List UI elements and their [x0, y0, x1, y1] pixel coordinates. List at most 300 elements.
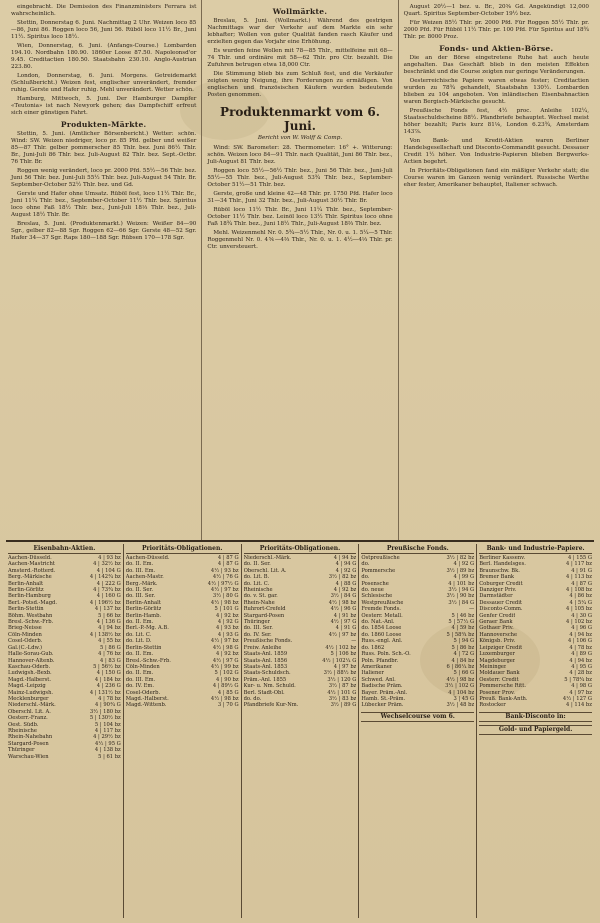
security-name: Oberschl. Lit. A. [8, 708, 51, 715]
security-quote: 3½ | 48 bz [446, 702, 475, 709]
security-name: do. Nat.-Anl. [361, 619, 395, 626]
security-name: do. II. Ser. [125, 587, 154, 594]
article-paragraph: Stettin, Donnerstag 6. Juni. Nachmittag 2 Uhr. Weizen loco 85—86, Juni 86. Roggen loco 56, Juni 56. Rüböl loco 11½ Br., Juni 11½. Spiritus loco 18½. [11, 20, 197, 40]
security-quote: 3½ | 82 bz [328, 574, 357, 581]
article-paragraph: Gerste, große und kleine 42—48 Thlr. pr. 1750 Pfd. Hafer loco 31—34 Thlr., Juni 32 Thlr. bez., Juli-August 30½ Thlr. Br. [207, 191, 393, 204]
security-quote: 4 | 30 G [571, 612, 592, 619]
security-quote: 4 | 28 bz [569, 670, 592, 677]
wechsel-heading: Wechselcourse vom 6. [361, 712, 474, 722]
security-name: Aachen-Mastricht [8, 561, 55, 568]
table-heading: Bank- und Industrie-Papiere. [479, 545, 592, 554]
security-name: do. IV. Ser. [243, 631, 272, 638]
security-quote: 3½ | 90 bz [446, 593, 475, 600]
security-quote: 4 | 32½ bz [93, 561, 121, 568]
security-quote: 3½ | 84 G [330, 593, 357, 600]
security-quote: 4 | 131½ bz [89, 689, 121, 696]
security-name: Stargard-Posen [243, 612, 285, 619]
security-name: do. III. Ser. [243, 625, 273, 632]
security-name: Halle-Sorau-Gub. [8, 651, 54, 658]
bank-disconto-heading: Bank-Disconto in: [479, 712, 592, 722]
security-name: Thüringer [243, 619, 271, 626]
security-quote: 4 | 96 G [571, 625, 592, 632]
security-name: Berlin-Stettin [8, 606, 44, 613]
security-quote: 4 | 137 bz [94, 606, 121, 613]
security-name: Preuß. Bank-Anth. [479, 695, 528, 702]
security-name: do. v. St. gar. [243, 593, 278, 600]
security-name: Coburger Credit [479, 580, 523, 587]
security-quote: 4 | 5¼ G [569, 599, 592, 606]
security-quote: 4 | 92 G [335, 567, 357, 574]
security-name: Berlin-Hamburg [8, 593, 51, 600]
security-quote: 5 | 86 bz [451, 644, 475, 651]
security-name: Berliner Kassenv. [479, 555, 526, 561]
security-name: Berlin-Görlitz [8, 587, 44, 594]
table-row [126, 702, 239, 708]
security-name: Oest. Südb. [8, 721, 39, 728]
security-quote: 4 | 150 G [96, 670, 121, 677]
security-name: Preußische Fonds. [243, 638, 293, 645]
security-name: Kur- u. Nm. Schuld. [243, 683, 296, 690]
security-name: Berl.-Potsd.-Magd. [8, 599, 57, 606]
table-body [361, 555, 474, 709]
security-name: Darmstädter [479, 593, 513, 600]
security-name: Freiw. Anleihe [243, 644, 282, 651]
security-name: Rheinische [8, 727, 37, 734]
table-body [126, 555, 239, 709]
security-name: Magd.-Wittenb. [125, 702, 167, 709]
table-heading: Prioritäts-Obligationen. [126, 545, 239, 554]
security-name: do. 1860 Loose [361, 631, 402, 638]
security-quote: 4 | 93 bz [98, 555, 121, 561]
article-paragraph: Mehl. Weizenmehl Nr. 0. 5¾—5½ Thlr., Nr. 0. u. 1. 5¼—5 Thlr. Roggenmehl Nr. 0. 4⅚—4⅔ Thlr., Nr. 0. u. 1. 4½—4⅓ Thlr. pr. Ctr. unversteuert. [207, 230, 393, 250]
article-paragraph: In Prioritäts-Obligationen fand ein mäßiger Verkehr statt; die Course waren im Ganzen wenig verändert. Russische Werthe eher fester, Amerikaner behauptet, Italiener schwach. [403, 168, 589, 188]
table-heading: Preußische Fonds. [361, 545, 474, 554]
security-name: Lübecker Präm. [361, 702, 404, 709]
text-column-2 [202, 0, 398, 540]
security-name: Hannoversche [479, 631, 518, 638]
security-quote: 5 | 86 G [100, 644, 121, 651]
security-quote: 4 | 101 bz [448, 580, 475, 587]
security-quote: 4 | 83 G [100, 657, 121, 664]
security-quote: 4 | 138 bz [94, 747, 121, 754]
security-quote: 4½ | 98 bz [446, 676, 475, 683]
article-paragraph: Es wurden feine Wollen mit 78—85 Thlr., mittelfeine mit 68—74 Thlr. und ordinäre mit 58—62 Thlr. pro Ctr. bezahlt. Die Zufuhren betrugen etwa 18,000 Ctr. [207, 48, 393, 68]
security-name: Ruhrort-Crefeld [243, 606, 286, 613]
security-name: Braunschw. Bk. [479, 567, 520, 574]
security-quote: 3½ | 120 G [327, 676, 357, 683]
security-quote: 4½ | 102¼ G [322, 657, 357, 664]
security-name: Niederschl.-Märk. [8, 702, 56, 709]
security-name: do. IV. Em. [125, 683, 154, 690]
security-name: Berl. Stadt-Obl. [243, 689, 285, 696]
security-name: Hamb. St.-Präm. [361, 695, 406, 702]
security-name: Berl. Handelsges. [479, 561, 526, 568]
security-name: Rheinische [243, 587, 273, 594]
stock-tables [6, 544, 594, 918]
security-quote: 4 | 113 bz [566, 574, 592, 581]
security-quote: 4 | 117 bz [566, 561, 592, 568]
security-name: Warschau-Wien [8, 753, 49, 760]
security-quote: 4 | 94 bz [333, 555, 357, 561]
security-quote: 5 | 58¾ bz [446, 631, 475, 638]
security-name: Niederschl.-Märk. [243, 555, 292, 561]
security-quote: 4 | 184 bz [94, 676, 121, 683]
security-quote: 4 | 84 bz [451, 657, 475, 664]
security-name: Oesterr. Metall. [361, 612, 403, 619]
security-quote: 4½ | 101 G [327, 689, 357, 696]
article-paragraph: Roggen loco 55½—56½ Thlr. bez., Juni 56 Thlr. bez., Juni-Juli 55½—55 Thlr. bez., Juli-August 53¾ Thlr. bez., September-October 51½—51 Thlr. bez. [207, 168, 393, 188]
security-name: Berl.-P.-Mg. A.B. [125, 625, 169, 632]
security-name: Pommersche [361, 567, 396, 574]
security-quote: 4 | 94 G [335, 561, 357, 568]
security-quote: 4½ | 127 G [562, 695, 592, 702]
section-divider [6, 540, 594, 542]
security-quote: 4 | 92 G [453, 561, 475, 568]
market-headline: Produktenmarkt vom 6. Juni. [220, 105, 380, 133]
security-quote: 5 | 46 bz [451, 612, 475, 619]
security-quote: 4 | 89½ G [212, 683, 239, 690]
security-quote: 4 | 108 bz [566, 587, 592, 594]
security-quote: 4½ | 97 bz [328, 631, 357, 638]
security-name: Berlin-Anhalt [8, 580, 44, 587]
table-body [479, 555, 592, 709]
security-name: Bresl.-Schw.-Frb. [125, 657, 171, 664]
security-name: Cöln-Minden [125, 663, 160, 670]
security-quote: 4 | 99 G [453, 574, 475, 581]
security-quote: 3½ | 89 bz [446, 567, 475, 574]
security-name: do. II. Em. [125, 670, 154, 677]
security-name: Staats-Anl. 1856 [243, 657, 288, 664]
security-quote: 4 | 160 G [96, 593, 121, 600]
section-heading: Wollmärkte. [272, 7, 328, 16]
security-quote: 4 | 92 bz [215, 651, 239, 658]
table-body [244, 555, 357, 709]
security-quote: 4 | 92 bz [333, 587, 357, 594]
security-name: do. III. Ser. [125, 593, 156, 600]
security-name: Amerikaner [361, 663, 393, 670]
security-name: Posensche [361, 580, 389, 587]
security-name: Fremde Fonds. [361, 606, 401, 613]
security-quote: 3½ | 89 G [330, 702, 357, 709]
security-name: Mainz-Ludwigsh. [8, 689, 54, 696]
security-quote: 3½ | 82 bz [446, 555, 475, 561]
security-quote: 4 | 222 G [96, 580, 121, 587]
security-name: Pfandbriefe Kur-Nm. [243, 702, 299, 709]
security-name: do. [361, 574, 370, 581]
security-quote: 4 | 104 G [96, 567, 121, 574]
security-name: Bresl.-Schw.-Frb. [8, 619, 54, 626]
security-name: Staats-Schuldsch. [243, 670, 291, 677]
text-columns [6, 0, 594, 540]
section-heading: Produkten-Märkte. [60, 120, 147, 129]
security-quote: 4 | 87 G [571, 580, 592, 587]
security-name: Moldauer Bank [479, 670, 520, 677]
security-quote: 5 | 57½ G [448, 619, 475, 626]
table-row [361, 702, 474, 708]
security-quote: 5 | 130½ bz [89, 715, 121, 722]
security-name: do. II. Em. [125, 651, 154, 658]
table-row [479, 702, 592, 708]
security-name: Ostpreußische [361, 555, 400, 561]
security-quote: 3½ | 94 G [448, 587, 475, 594]
security-quote: 4 | 92 G [217, 619, 239, 626]
security-quote: 3½ | 180 bz [89, 708, 121, 715]
security-quote: 4 | 89 G [571, 651, 592, 658]
security-name: do. Lit. B. [243, 574, 270, 581]
article-paragraph: August 20½—1 bez. u. Br., 20⅜ Gd. Angekündigt 12,000 Quart. Spiritus September-October 19½ bez. [403, 4, 589, 17]
text-column-3 [399, 0, 594, 540]
security-name: Ludwigsh.-Bexb. [8, 670, 52, 677]
security-name: Posener Prov. [479, 689, 515, 696]
security-quote: 4 | 78 bz [569, 644, 592, 651]
security-quote: 3 | 70 G [217, 702, 239, 709]
security-name: Aachen-Düsseld. [8, 555, 52, 561]
security-name: Präm.-Anl. 1855 [243, 676, 287, 683]
article-paragraph: Roggen wenig verändert, loco pr. 2000 Pfd. 55½—56 Thlr. bez. Juni 56 Thlr. bez. Juni-Juli 55½ Thlr. bez. Juli-August 54 Thlr. Br. September-October 52½ Thlr. bez. und Gd. [11, 168, 197, 188]
security-name: Berlin-Stettin [125, 644, 162, 651]
security-name: Genfer Credit [479, 612, 516, 619]
security-quote: 4 | 90 bz [215, 676, 239, 683]
security-name: do. Lit. D. [125, 638, 152, 645]
security-name: Luxemburger [479, 651, 515, 658]
security-quote: 4 | 138½ bz [89, 631, 121, 638]
security-quote: 4 | 97 bz [569, 689, 592, 696]
article-paragraph: Die an der Börse eingetretene Ruhe hat auch heute angehalten. Das Geschäft blieb in den meisten Effekten beschränkt und die Course zeigten nur geringe Veränderungen. [403, 55, 589, 75]
security-name: Kaschau-Oderb. [8, 663, 51, 670]
security-quote: 4 | 104 bz [448, 689, 475, 696]
security-quote: 4 | 76 bz [98, 651, 121, 658]
security-quote: 5 | 78¾ bz [564, 676, 592, 683]
security-quote: 4½ | 97 bz [210, 638, 239, 645]
article-paragraph: Die Stimmung blieb bis zum Schluß fest, und die Verkäufer zeigten wenig Neigung, ihre Forderungen zu ermäßigen. Von englischen und französischen Käufern wurden bedeutende Posten genommen. [207, 71, 393, 98]
security-quote: 4 | 91 G [571, 567, 592, 574]
security-name: Rhein-Nahebahn [8, 734, 53, 741]
security-quote: 4 | 72 G [453, 651, 475, 658]
security-quote: 4 | 93 bz [215, 625, 239, 632]
security-quote: 4 | 94 bz [98, 625, 121, 632]
security-name: Dessauer Credit [479, 599, 522, 606]
security-quote: 4 | 91 G [335, 625, 357, 632]
security-quote: 4½ | 95 G [95, 740, 121, 747]
security-name: Berlin-Anhalt [125, 599, 161, 606]
security-quote: 5 | 102 G [214, 670, 239, 677]
security-quote: 4 | 102 bz [566, 619, 592, 626]
security-quote: 5 | 106 bz [330, 651, 357, 658]
security-name: Schlesische [361, 593, 393, 600]
security-name: Russ. Poln. Sch.-O. [361, 651, 411, 658]
security-name: Magdeburger [479, 657, 516, 664]
security-quote: — [469, 606, 475, 613]
security-quote: 4½ | 93 bz [210, 567, 239, 574]
security-quote: 4½ | 98 G [212, 644, 239, 651]
security-quote: 4½ | 98 bz [328, 599, 357, 606]
security-quote: 4 | 114 bz [566, 702, 592, 709]
security-quote: 4½ | 97 bz [210, 587, 239, 594]
security-quote: 4 | 136 G [96, 619, 121, 626]
security-name: Cosel-Oderb. [8, 638, 43, 645]
security-name: Cosel-Oderb. [125, 689, 161, 696]
security-name: Disconto-Comm. [479, 606, 523, 613]
security-name: Leipziger Credit [479, 644, 523, 651]
security-quote: 3½ | 80 G [212, 593, 239, 600]
security-quote: 5 | 66 G [453, 670, 475, 677]
security-name: do. 1862 [361, 644, 385, 651]
security-quote: 4 | 98 G [571, 683, 592, 690]
security-name: do. III. Em. [125, 567, 156, 574]
security-name: Magd.-Halberst. [8, 676, 51, 683]
byline: Bericht von W. Wolff & Comp. [257, 135, 343, 141]
security-quote: 4½ | 97½ G [207, 580, 239, 587]
security-name: Bayer. Präm.-Anl. [361, 689, 408, 696]
table-heading: Eisenbahn-Aktien. [8, 545, 121, 554]
security-name: Geraer Bank [479, 619, 513, 626]
security-name: Badische Präm. [361, 683, 403, 690]
security-quote: 4 | 78 bz [98, 695, 121, 702]
security-name: Berg.-Märkische [8, 574, 52, 581]
security-name: do. II. Em. [125, 619, 154, 626]
security-name: Oesterr.-Franz. [8, 715, 48, 722]
security-name: Aachen-Düsseld. [125, 555, 170, 561]
table-column-2 [124, 544, 242, 918]
security-name: Rostocker [479, 702, 506, 709]
security-name: Bremer Bank [479, 574, 515, 581]
security-quote: 4 | 88 G [335, 580, 357, 587]
security-name: do. 1854 Loose [361, 625, 402, 632]
security-name: do. II. Ser. [243, 561, 271, 568]
security-quote: 4½ | 97 G [212, 657, 239, 664]
table-column-1 [6, 544, 124, 918]
table-column-4 [359, 544, 477, 918]
security-quote: 4½ | 102 bz [325, 644, 357, 651]
article-paragraph: eingebracht. Die Demission des Finanzministers Ferrara ist wahrscheinlich. [11, 4, 197, 17]
article-paragraph: Für Weizen 85½ Thlr. pr. 2000 Pfd. Für Roggen 55½ Thlr. pr. 2000 Pfd. Für Rüböl 11½ Thlr. pr. 100 Pfd. Für Spiritus auf 18¾ Thlr. pr. 8000 Proz. [403, 20, 589, 40]
security-quote: 4 | 94 bz [569, 657, 592, 664]
article-paragraph: Breslau, 5. Juni. (Produktenmarkt.) Weizen: Weißer 84—90 Sgr., gelber 82—88 Sgr. Roggen 62—66 Sgr. Gerste 48—52 Sgr. Hafer 34—37 Sgr. Raps 180—188 Sgr. Rübsen 170—178 Sgr. [11, 221, 197, 241]
security-name: Gal.(C.-Ldw.) [8, 644, 43, 651]
security-name: Gothaer Priv. [479, 625, 514, 632]
security-quote: 4 | 93 G [217, 631, 239, 638]
security-quote: 4 | 106 G [567, 638, 592, 645]
security-quote: 4 | 55 bz [98, 638, 121, 645]
security-quote: 4 | 92 bz [215, 612, 239, 619]
article-paragraph: Wien, Donnerstag, 6. Juni. (Anfangs-Course.) Lombarden 194.10. Nordbahn 180.90. 1860er Loose 87.50. Napoleonsd'or 9.45. Creditactien 180.50. Staatsbahn 230.10. Anglo-Austrian 223.80. [11, 43, 197, 70]
article-paragraph: Gerste und Hafer ohne Umsatz. Rüböl fest, loco 11½ Thlr. Br., Juni 11¼ Thlr. bez., September-October 11½ Thlr. bez. Spiritus loco ohne Faß 18½ Thlr. bez., Juni-Juli 18⅓ Thlr. bez., Juli-August 18½ Thlr. Br. [11, 191, 197, 218]
security-name: Stargard-Posen [8, 740, 49, 747]
security-quote: 4 | 59 bz [451, 625, 475, 632]
security-name: do. Lit. C. [125, 631, 152, 638]
security-quote: 3½ | 84 G [448, 599, 475, 606]
table-heading: Prioritäts-Obligationen. [244, 545, 357, 554]
security-name: Staats-Anl. 1853 [243, 663, 288, 670]
security-quote: 5 | 61 bz [98, 753, 121, 760]
security-quote: 5 | 101 G [214, 606, 239, 613]
security-quote: 4 | 155 G [567, 555, 592, 561]
security-name: Staats-Anl. 1859 [243, 651, 288, 658]
security-name: do. II. Em. [125, 561, 154, 568]
article-paragraph: Stettin, 5. Juni. (Amtlicher Börsenbericht.) Wetter: schön. Wind: SW. Weizen niedriger, loco pr. 85 Pfd. gelber und weißer 85—87 Thlr. gelber pommerscher 85 Thlr. bez. Juni 86½ Thlr. Br., Juni-Juli 86 Thlr. bez. Juli-August 82 Thlr. bez. Sept.-Octbr. 76 Thlr. Br. [11, 131, 197, 165]
security-quote: 5 | 66 bz [98, 612, 121, 619]
security-name: Böhm. Westbahn [8, 612, 53, 619]
security-quote: 4 | 90¾ G [95, 702, 121, 709]
security-name: Brieg-Neisse [8, 625, 42, 632]
security-quote: 3½ | 87 bz [328, 683, 357, 690]
article-paragraph: Von Bank- und Kredit-Aktien waren Berliner Handelsgesellschaft und Disconto-Commandit gesucht. Dessauer Credit 1½ höher. Von Industrie-Papieren blieben Bergwerks-Actien begehrt. [403, 138, 589, 165]
security-quote: 4 | 29½ bz [93, 734, 121, 741]
security-quote: 4 | 117 bz [94, 727, 121, 734]
security-name: Poln. Pfandbr. [361, 657, 399, 664]
security-name: do. [361, 561, 370, 568]
security-name: Mecklenburger [8, 695, 49, 702]
gold-heading: Gold- und Papiergeld. [479, 725, 592, 735]
security-quote: 4 | 73¾ bz [93, 587, 121, 594]
security-name: Oberschl. Lit. A. [243, 567, 287, 574]
security-quote: 4½ | 76 G [212, 574, 239, 581]
security-name: Magd.-Leipzig [8, 683, 46, 690]
security-name: Thüringer [8, 747, 35, 754]
security-name: Berg.-Märk. [125, 580, 158, 587]
text-column-1 [6, 0, 202, 540]
security-name: Schwed. Anl. [361, 676, 396, 683]
security-quote: 4 | 94 bz [569, 631, 592, 638]
security-name: Meininger [479, 663, 507, 670]
security-quote: 3½ | 102 G [445, 683, 475, 690]
security-quote: — [351, 638, 357, 645]
security-name: do. do. [243, 695, 262, 702]
security-quote: 4 | 105 bz [566, 606, 592, 613]
security-quote: 4½ | 99 bz [210, 663, 239, 670]
security-name: Berlin-Görlitz [125, 606, 162, 613]
security-quote: 3 | 45 G [453, 695, 475, 702]
security-name: do. neue [361, 587, 384, 594]
security-quote: 4 | 91 bz [333, 612, 357, 619]
article-paragraph: Rüböl loco 11½ Thlr. Br., Juni 11¼ Thlr. bez., September-October 11½ Thlr. bez. Leinöl loco 13½ Thlr. Spiritus loco ohne Faß 18¾ Thlr. bez., Juni 18½ Thlr., Juli-August 18⅔ Thlr. bez. [207, 207, 393, 227]
table-body [8, 555, 121, 760]
table-row [244, 702, 357, 708]
security-name: Berlin-Hamb. [125, 612, 162, 619]
security-quote: 3½ | 83 bz [328, 695, 357, 702]
security-quote: 4 | 142¾ bz [89, 574, 121, 581]
security-name: Russ.-engl. Anl. [361, 638, 403, 645]
security-quote: 4 | 196½ bz [89, 599, 121, 606]
security-name: Westpreußische [361, 599, 404, 606]
article-paragraph: Hamburg, Mittwoch, 5. Juni. Der Hamburger Dampfer «Teutonia» ist nach Newyork gehen; das Dampfschiff erfreut sich einer günstigen Fahrt. [11, 96, 197, 116]
article-paragraph: Oesterreichische Papiere waren etwas fester; Creditactien wurden zu 78¾ gehandelt, Staatsbahn 130½. Lombarden blieben zu 104 angeboten. Von inländischen Eisenbahnactien waren Bergisch-Märkische gesucht. [403, 78, 589, 105]
security-quote: 4 | 87 G [217, 555, 239, 561]
section-heading: Fonds- und Aktien-Börse. [439, 44, 554, 53]
security-name: Magd.-Halberst. [125, 695, 169, 702]
security-quote: 4½ | 98 bz [210, 695, 239, 702]
security-quote: 4½ | 96 G [330, 606, 357, 613]
security-quote: 4½ | 98 bz [210, 599, 239, 606]
article-paragraph: Breslau, 5. Juni. (Wollmarkt.) Während des gestrigen Nachmittags war der Verkehr auf dem Markte ein sehr lebhafter; Wollen von guter Qualität fanden rasch Käufer und erzielten gegen das Vorjahr eine Erhöhung. [207, 18, 393, 45]
security-name: Danziger Priv. [479, 587, 517, 594]
security-quote: 4 | 97 bz [333, 663, 357, 670]
security-quote: 4 | 87 G [217, 561, 239, 568]
security-name: Rhein-Nahe [243, 599, 275, 606]
security-name: Hannover-Altenb. [8, 657, 55, 664]
article-paragraph: London, Donnerstag, 6. Juni. Morgens. Getreidemarkt (Schlußbericht.) Weizen fest, englischer unverändert, fremder ruhig. Gerste und Hafer ruhig. Mehl unverändert. Wetter schön. [11, 73, 197, 93]
security-name: Königsb. Priv. [479, 638, 516, 645]
security-quote: 5 | 104 bz [94, 721, 121, 728]
security-name: Italiener [361, 670, 384, 677]
security-name: do. Lit. C. [243, 580, 270, 587]
security-quote: 5 | 56½ bz [93, 663, 121, 670]
security-name: Oesterr. Credit [479, 676, 519, 683]
security-name: Cöln-Minden [8, 631, 42, 638]
security-name: do. III. Em. [125, 676, 156, 683]
article-paragraph: Wind: SW. Barometer: 28. Thermometer: 16° +. Witterung: schön. Weizen loco 84—91 Thlr. nach Qualität, Juni 86 Thlr. bez., Juli-August 81 Thlr. bez. [207, 145, 393, 165]
security-name: Pommersche Ritt. [479, 683, 526, 690]
